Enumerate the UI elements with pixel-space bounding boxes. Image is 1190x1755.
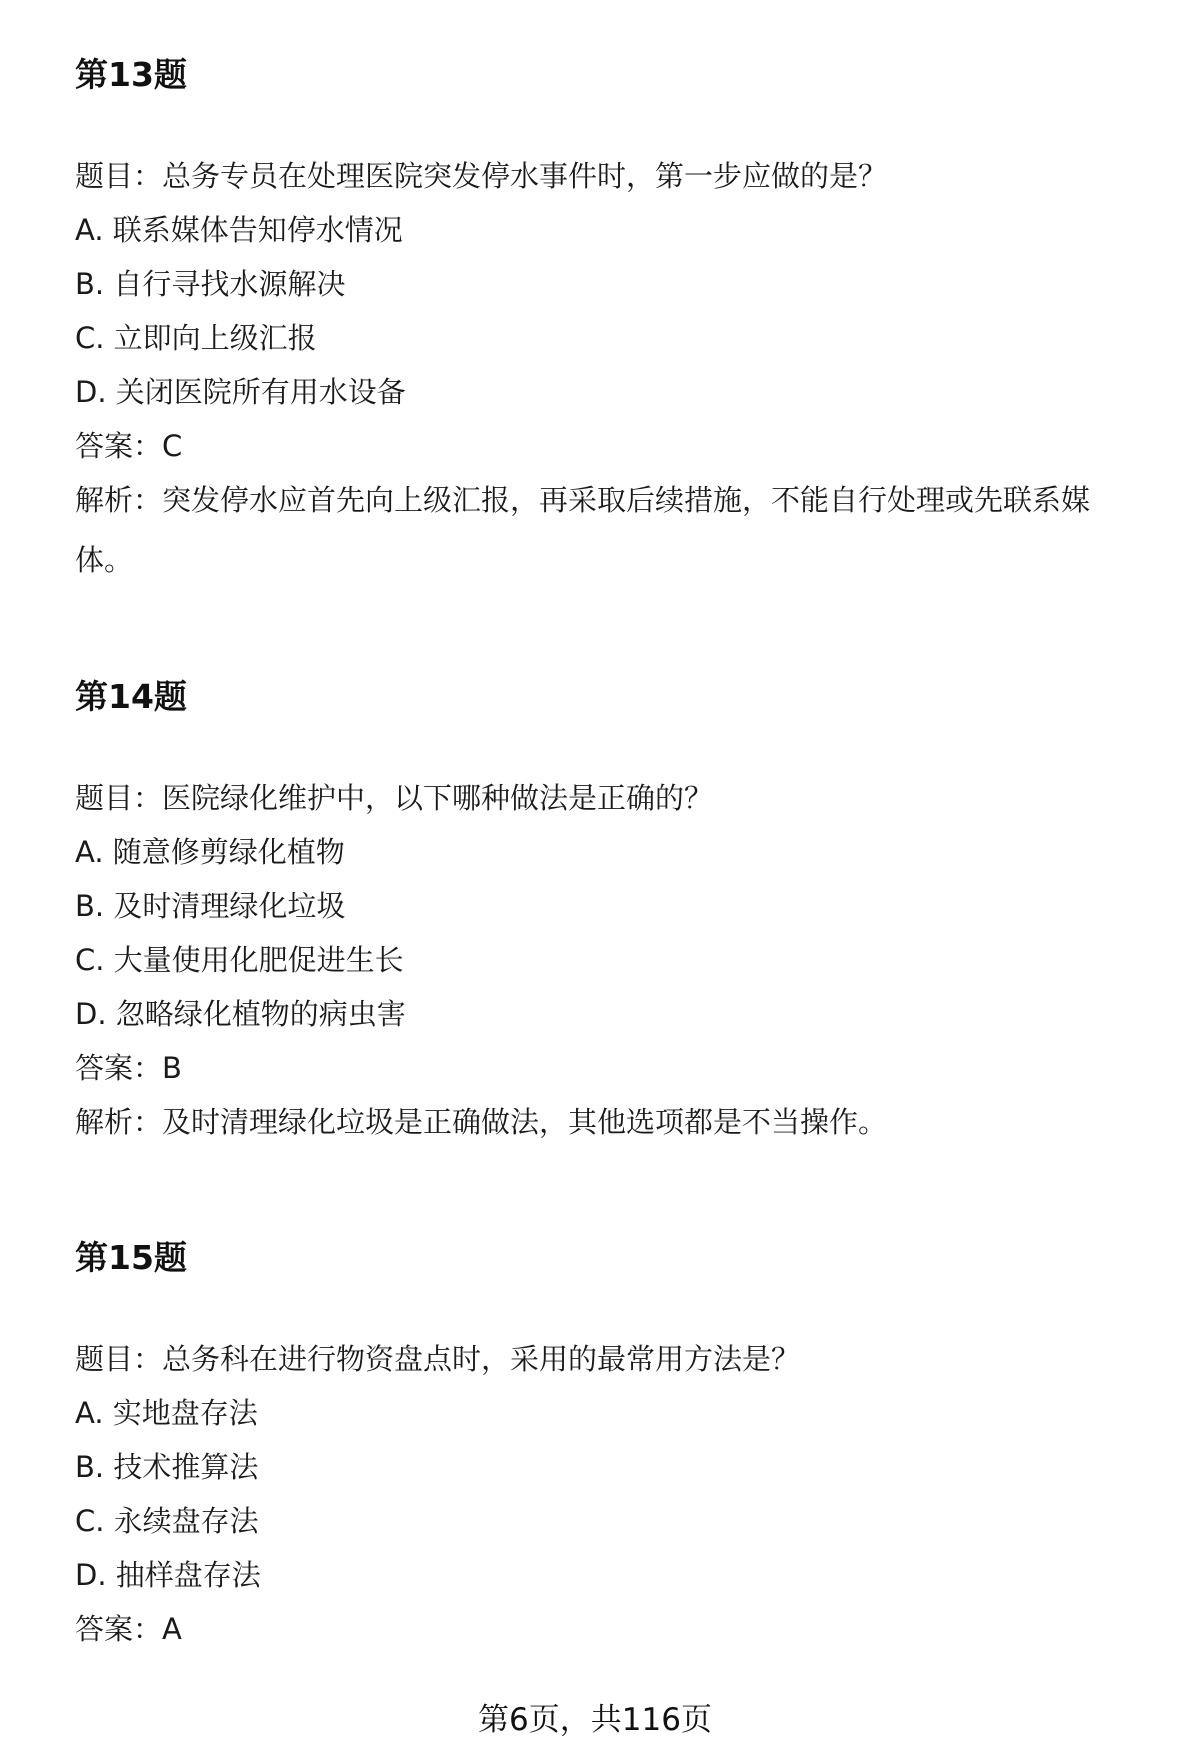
option-d: D. 关闭医院所有用水设备 xyxy=(75,375,406,409)
question-stem: 题目：总务专员在处理医院突发停水事件时，第一步应做的是？ xyxy=(75,159,888,193)
question-heading: 第14题 xyxy=(75,677,187,716)
option-c: C. 永续盘存法 xyxy=(75,1504,259,1538)
analysis: 解析：突发停水应首先向上级汇报，再采取后续措施，不能自行处理或先联系媒体。 xyxy=(75,483,1091,577)
page-indicator: 第6页，共116页 xyxy=(478,1702,712,1738)
question-heading: 第15题 xyxy=(75,1238,187,1277)
option-b: B. 及时清理绿化垃圾 xyxy=(75,889,346,923)
analysis: 解析：及时清理绿化垃圾是正确做法，其他选项都是不当操作。 xyxy=(75,1105,888,1139)
question-stem: 题目：总务科在进行物资盘点时，采用的最常用方法是？ xyxy=(75,1342,801,1376)
option-a: A. 联系媒体告知停水情况 xyxy=(75,213,403,247)
option-c: C. 大量使用化肥促进生长 xyxy=(75,943,404,977)
answer: 答案：A xyxy=(75,1612,182,1646)
question-stem: 题目：医院绿化维护中，以下哪种做法是正确的？ xyxy=(75,781,714,815)
question-heading: 第13题 xyxy=(75,55,187,94)
option-d: D. 忽略绿化植物的病虫害 xyxy=(75,997,406,1031)
answer: 答案：C xyxy=(75,429,183,463)
option-a: A. 随意修剪绿化植物 xyxy=(75,835,345,869)
option-d: D. 抽样盘存法 xyxy=(75,1558,261,1592)
answer: 答案：B xyxy=(75,1051,182,1085)
option-c: C. 立即向上级汇报 xyxy=(75,321,317,355)
option-a: A. 实地盘存法 xyxy=(75,1396,258,1430)
option-b: B. 自行寻找水源解决 xyxy=(75,267,346,301)
option-b: B. 技术推算法 xyxy=(75,1450,259,1484)
